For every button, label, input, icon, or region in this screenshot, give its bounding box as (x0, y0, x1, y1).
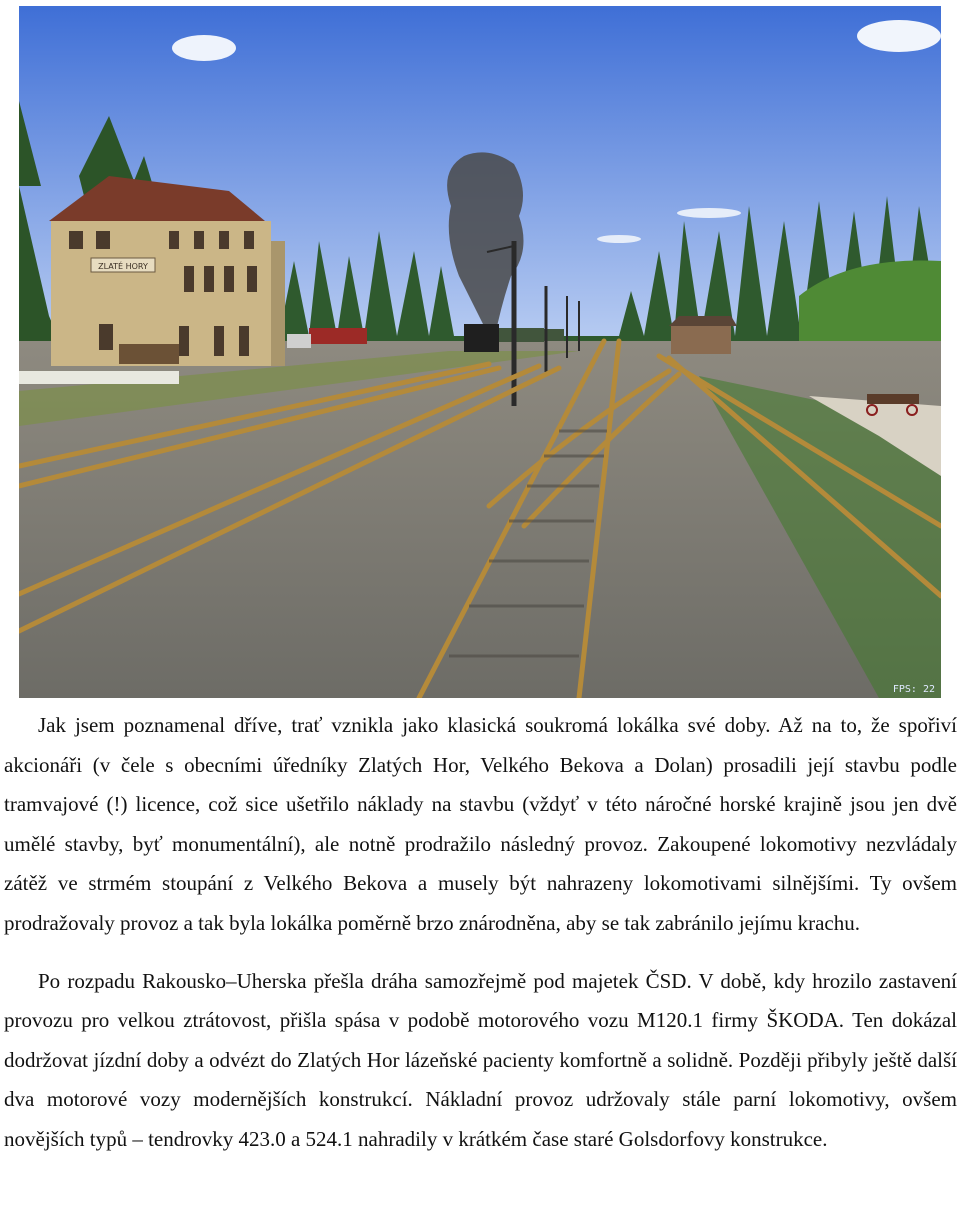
cloud (172, 35, 236, 61)
cloud (857, 20, 941, 52)
station-sign: ZLATÉ HORY (98, 262, 148, 271)
scene-illustration (19, 6, 941, 698)
railway-scene-image (19, 6, 941, 698)
fps-counter: FPS: 22 (892, 684, 935, 695)
shed (669, 316, 737, 354)
paragraph-2: Po rozpadu Rakousko–Uherska přešla dráha samozřejmě pod majetek ČSD. V době, kdy hrozilo zastavení provozu pro velkou ztrátovost, přišla spása v podobě motorového vozu M120.1 firmy ŠKODA. Ten dokázal dodržovat jízdní doby a odvézt do Zlatých Hor lázeňské pacienty komfortně a solidně. Později přibyly ještě další dva motorové vozy modernějších konstrukcí. Nákladní provoz udržovaly stále parní lokomotivy, ovšem novějších typů – tendrovky 423.0 a 524.1 nahradily v krátkém čase staré Golsdorfovy konstrukce. (4, 968, 957, 1151)
station-fence (19, 371, 179, 384)
cloud (597, 235, 641, 243)
article-text (4, 706, 957, 1160)
cloud (677, 208, 741, 218)
paragraph-1: Jak jsem poznamenal dříve, trať vznikla jako klasická soukromá lokálka své doby. Až na to, že spořiví akcionáři (v čele s obecními úředníky Zlatých Hor, Velkého Bekova a Dolan) prosadili její stavbu podle tramvajové (!) licence, což sice ušetřilo náklady na stavbu (vždyť v této náročné horské krajině jsou jen dvě umělé stavby, byť monumentální), ale notně prodražilo následný provoz. Zakoupené lokomotivy nezvládaly zátěž ve strmém stoupání z Velkého Bekova a musely být nahrazeny lokomotivami silnějšími. Ty ovšem prodražovaly provoz a tak byla lokálka poměrně brzo znárodněna, aby se tak zabránilo jejímu krachu. (4, 713, 957, 935)
